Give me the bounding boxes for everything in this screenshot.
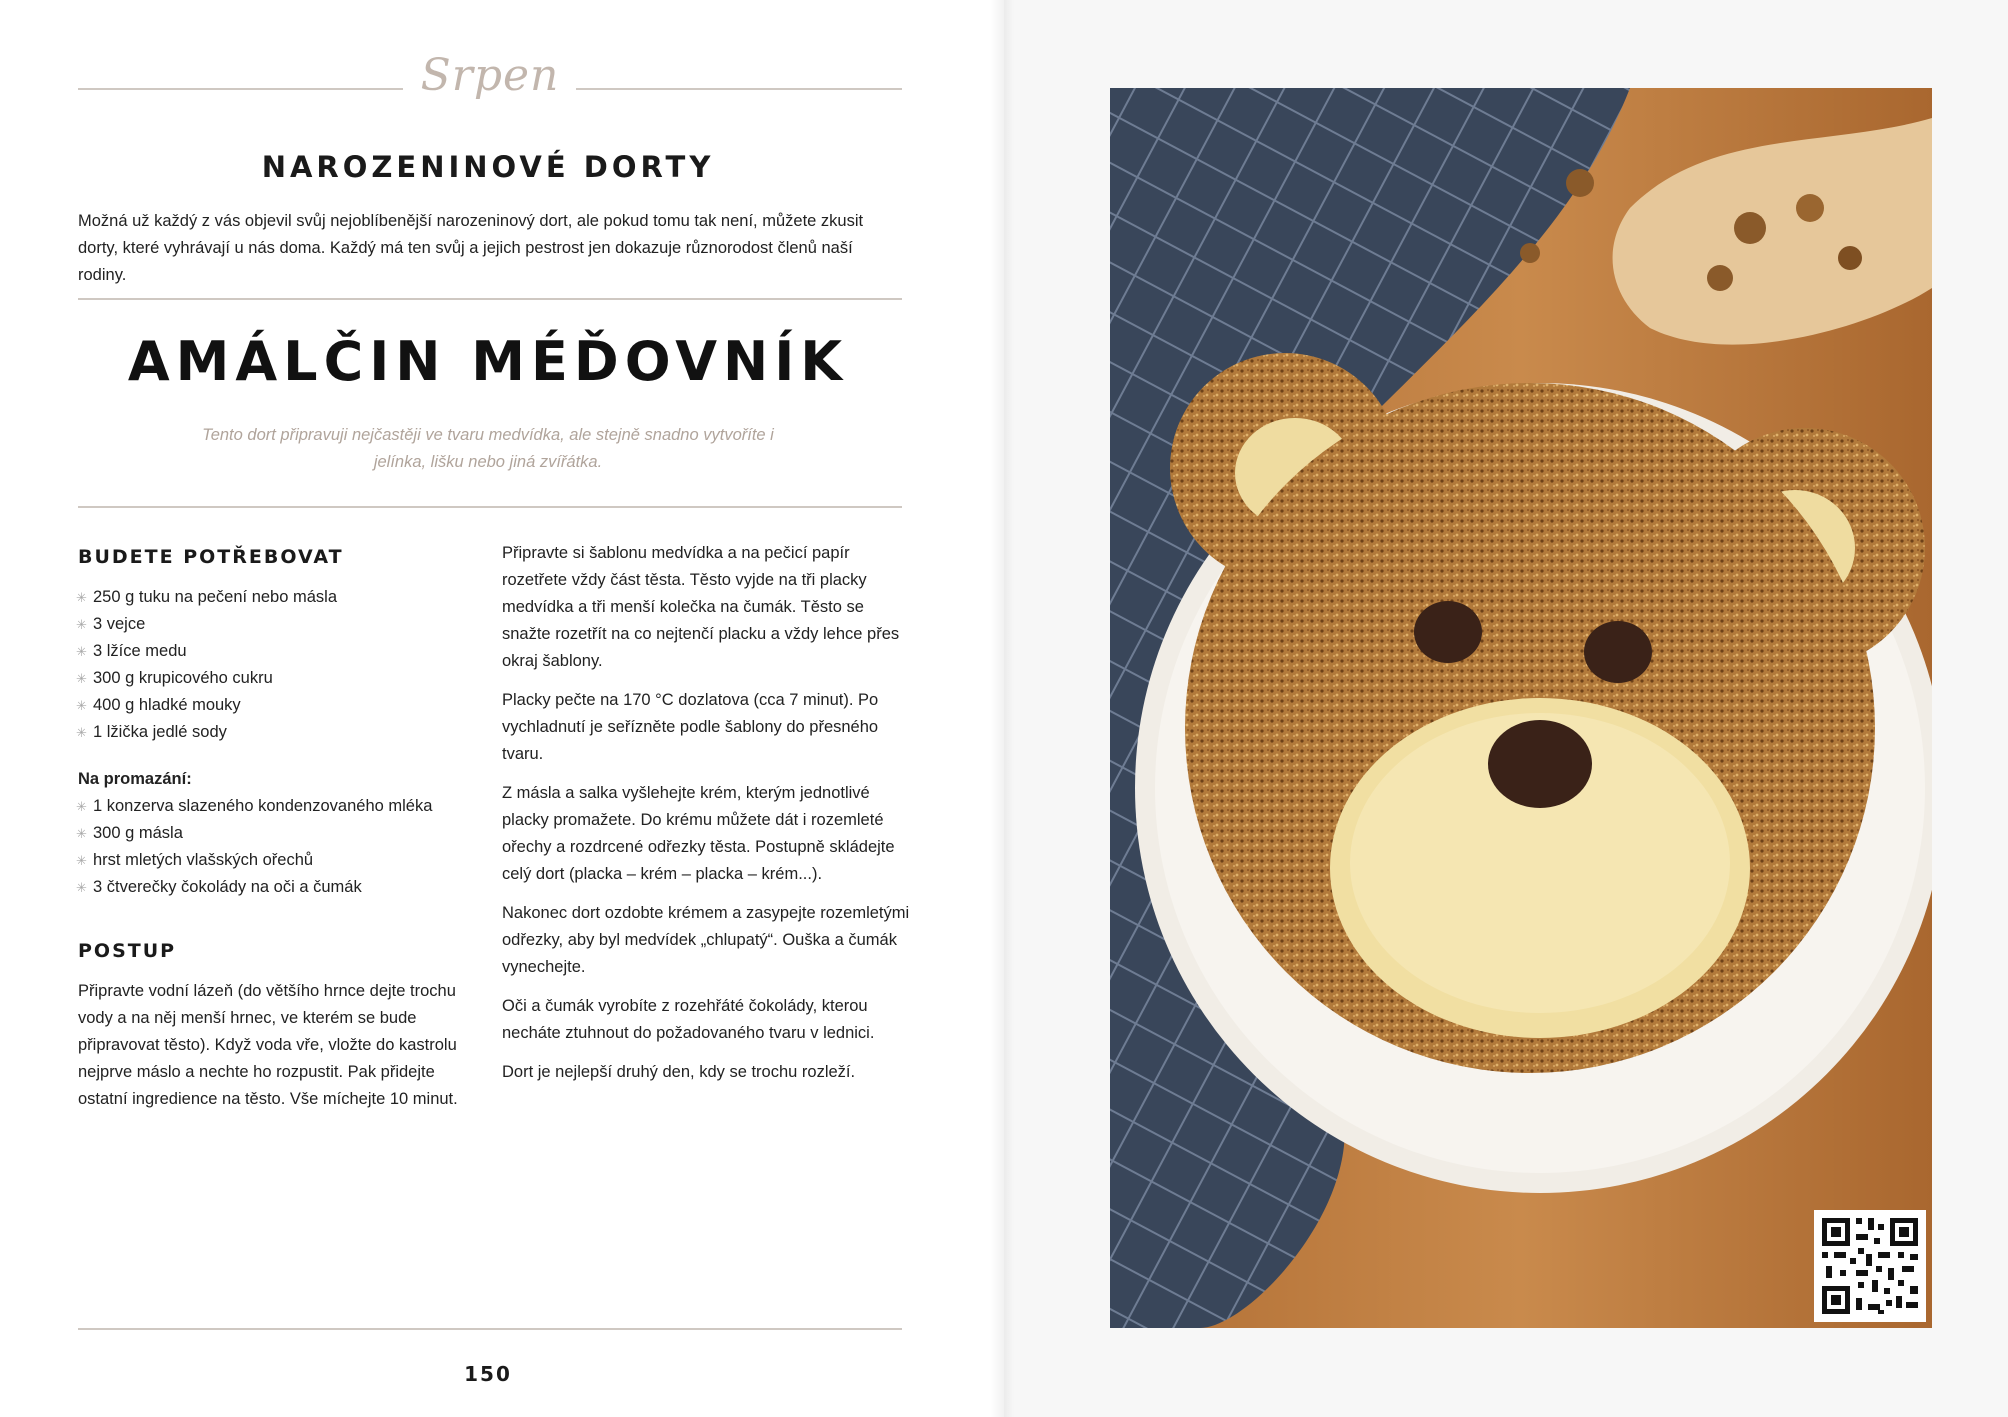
list-item: ✳ 1 lžička jedlé sody xyxy=(76,719,476,746)
list-item: ✳ 3 vejce xyxy=(76,611,476,638)
asterisk-bullet-icon: ✳ xyxy=(76,826,87,841)
asterisk-bullet-icon: ✳ xyxy=(76,617,87,632)
ingredients-list xyxy=(76,584,476,746)
intro-paragraph: Možná už každý z vás objevil svůj nejoblíbenější narozeninový dort, ale pokud tomu tak není, můžete zkusit dorty, které vyhrávají u nás doma. Každý má ten svůj a jejich pestrost jen dokazuje různorodost členů naší rodiny. xyxy=(78,212,864,284)
section-title: NAROZENINOVÉ DORTY xyxy=(261,150,715,184)
asterisk-bullet-icon: ✳ xyxy=(76,799,87,814)
month-heading: Srpen xyxy=(420,50,560,101)
asterisk-bullet-icon: ✳ xyxy=(76,698,87,713)
procedure-steps xyxy=(502,540,912,1098)
asterisk-bullet-icon: ✳ xyxy=(76,644,87,659)
procedure-step: Připravte si šablonu medvídka a na pečicí papír rozetřete vždy část těsta. Těsto vyjde na tři placky medvídka a tři menší kolečka na čumák. Těsto se snažte rozetřít na co nejtenčí placku a vždy lehce přes okraj šablony. xyxy=(502,544,900,670)
recipe-title: AMÁLČIN MÉĎOVNÍK xyxy=(127,330,849,393)
procedure-intro: Připravte vodní lázeň (do většího hrnce dejte trochu vody a na něj menší hrnec, ve kterém se bude připravovat těsto). Když voda vře, vložte do kastrolu nejprve máslo a nechte ho rozpustit. Pak přidejte ostatní ingredience na těsto. Vše míchejte 10 minut. xyxy=(78,982,458,1108)
bear-cake-photo xyxy=(1110,88,1932,1328)
list-item: ✳ 250 g tuku na pečení nebo másla xyxy=(76,584,476,611)
qr-code-icon[interactable] xyxy=(1814,1210,1926,1322)
list-item: ✳ 3 čtverečky čokolády na oči a čumák xyxy=(76,874,476,901)
spread-list xyxy=(76,793,476,901)
asterisk-bullet-icon: ✳ xyxy=(76,671,87,686)
top-rule-left xyxy=(78,88,403,90)
list-item: ✳ 300 g krupicového cukru xyxy=(76,665,476,692)
footer-rule xyxy=(78,1328,902,1330)
recipe-subtitle: Tento dort připravuji nejčastěji ve tvaru medvídka, ale stejně snadno vytvoříte i jelínka, lišku nebo jiná zvířátka. xyxy=(202,426,774,471)
procedure-step: Oči a čumák vyrobíte z rozehřáté čokolády, kterou necháte ztuhnout do požadovaného tvaru v lednici. xyxy=(502,997,875,1042)
book-gutter-shadow xyxy=(990,0,1014,1417)
list-item: ✳ 400 g hladké mouky xyxy=(76,692,476,719)
list-item: ✳ 300 g másla xyxy=(76,820,476,847)
procedure-heading: POSTUP xyxy=(78,940,177,962)
procedure-step: Placky pečte na 170 °C dozlatova (cca 7 minut). Po vychladnutí je seřízněte podle šablony do přesného tvaru. xyxy=(502,691,879,763)
page-number: 150 xyxy=(464,1362,512,1386)
divider-1 xyxy=(78,298,902,300)
list-item: ✳ 1 konzerva slazeného kondenzovaného mléka xyxy=(76,793,476,820)
procedure-step: Z másla a salka vyšlehejte krém, kterým jednotlivé placky promažete. Do krému můžete dát i rozemleté ořechy a rozdrcené odřezky těsta. Postupně skládejte celý dort (placka – krém – placka – krém...). xyxy=(502,784,895,883)
asterisk-bullet-icon: ✳ xyxy=(76,853,87,868)
asterisk-bullet-icon: ✳ xyxy=(76,725,87,740)
ingredients-heading: BUDETE POTŘEBOVAT xyxy=(78,546,344,568)
list-item: ✳ hrst mletých vlašských ořechů xyxy=(76,847,476,874)
list-item: ✳ 3 lžíce medu xyxy=(76,638,476,665)
spread-label: Na promazání: xyxy=(78,770,192,788)
top-rule-right xyxy=(576,88,902,90)
procedure-step: Nakonec dort ozdobte krémem a zasypejte rozemletými odřezky, aby byl medvídek „chlupatý“. Ouška a čumák vynechejte. xyxy=(502,904,910,976)
asterisk-bullet-icon: ✳ xyxy=(76,880,87,895)
procedure-step: Dort je nejlepší druhý den, kdy se trochu rozleží. xyxy=(502,1063,856,1081)
divider-2 xyxy=(78,506,902,508)
asterisk-bullet-icon: ✳ xyxy=(76,590,87,605)
